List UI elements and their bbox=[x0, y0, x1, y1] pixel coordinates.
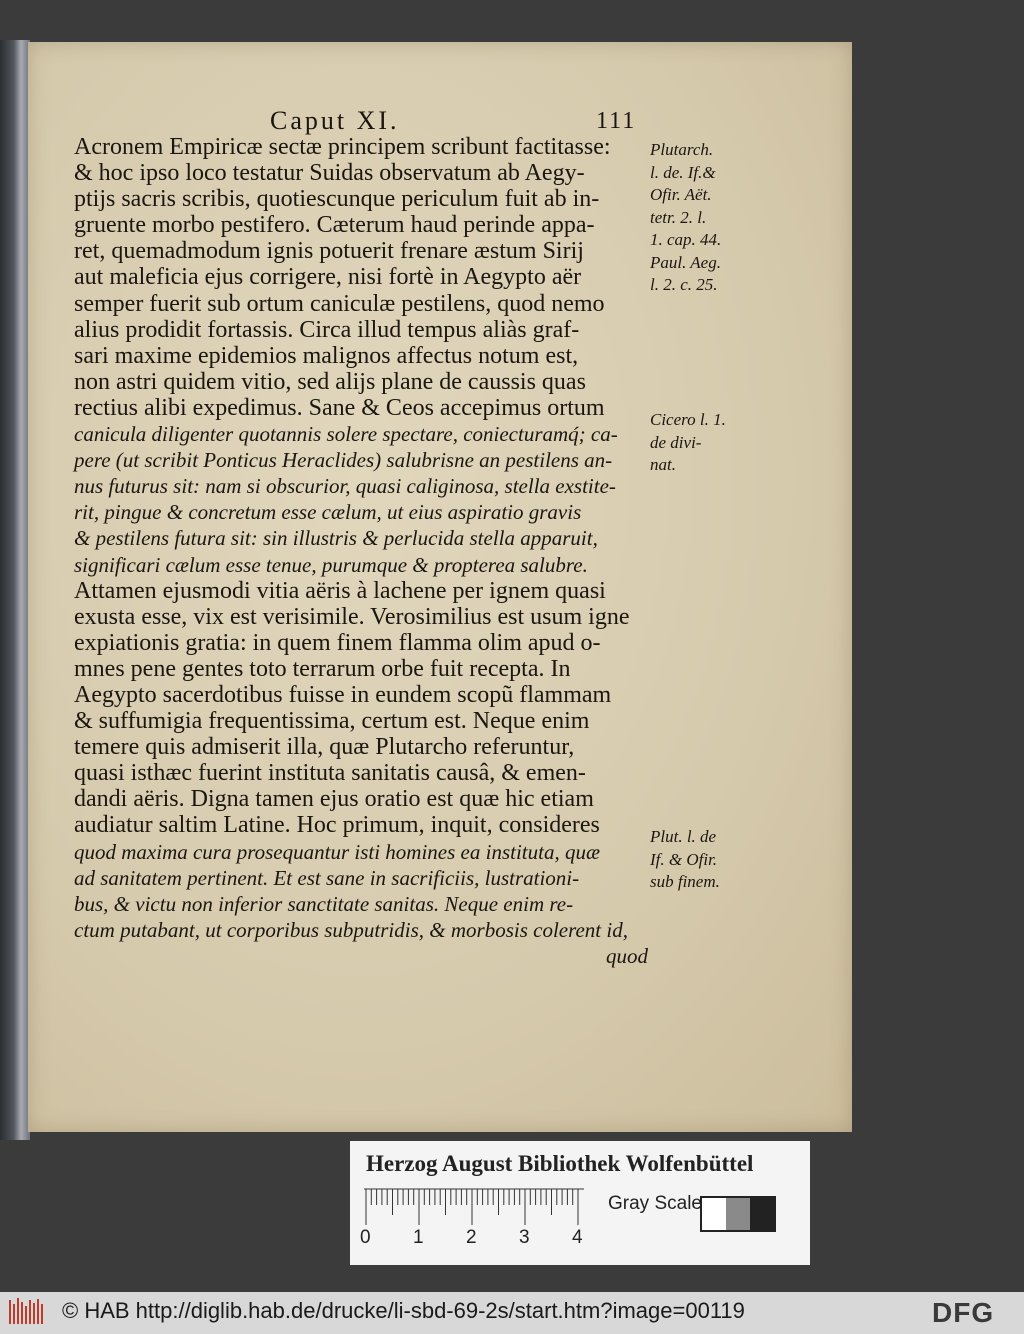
ruler-number: 3 bbox=[519, 1227, 530, 1248]
ruler-number: 2 bbox=[466, 1227, 477, 1248]
ruler-number: 1 bbox=[413, 1227, 424, 1248]
text-line: rectius alibi expedimus. Sane & Ceos accepimus ortum bbox=[74, 394, 605, 421]
gray-swatch bbox=[702, 1198, 726, 1230]
text-line: sari maxime epidemios malignos affectus notum est, bbox=[74, 342, 579, 369]
margin-note-line: Plutarch. bbox=[650, 140, 714, 159]
library-label-card bbox=[350, 1141, 810, 1265]
text-line: Attamen ejusmodi vitia aëris à lachene per ignem quasi bbox=[74, 577, 606, 604]
margin-note-line: Plut. l. de bbox=[650, 827, 717, 846]
body-text bbox=[74, 134, 648, 969]
gray-scale-swatches bbox=[700, 1196, 776, 1232]
text-line: pere (ut scribit Ponticus Heraclides) salubrisne an pestilens an- bbox=[74, 448, 613, 473]
margin-note-cicero bbox=[650, 409, 770, 477]
margin-note-line: l. 2. c. 25. bbox=[650, 275, 718, 294]
library-name: Herzog August Bibliothek Wolfenbüttel bbox=[366, 1151, 754, 1176]
text-line: ptijs sacris scribis, quotiescunque periculum fuit ab in- bbox=[74, 186, 600, 213]
ruler-number: 0 bbox=[360, 1227, 371, 1248]
margin-note-line: If. & Ofir. bbox=[650, 849, 718, 869]
text-line: expiationis gratia: in quem finem flamma olim apud o- bbox=[74, 629, 601, 656]
text-line: rit, pingue & concretum esse cælum, ut eius aspiratio gravis bbox=[74, 500, 582, 525]
gray-swatch bbox=[726, 1198, 750, 1230]
text-line: aut maleficia ejus corrigere, nisi fortè in Aegypto aër bbox=[74, 264, 582, 291]
ruler-numbers bbox=[360, 1227, 620, 1251]
text-line: audiatur saltim Latine. Hoc primum, inquit, consideres bbox=[74, 812, 600, 839]
footer-copyright-url[interactable]: © HAB http://diglib.hab.de/drucke/li-sbd-69-2s/start.htm?image=00119 bbox=[62, 1298, 745, 1323]
text-line: nus futurus sit: nam si obscurior, quasi caliginosa, stella exstite- bbox=[74, 474, 616, 499]
running-head: Caput XI. bbox=[270, 106, 400, 135]
margin-note-plutarch bbox=[650, 139, 770, 297]
text-line: & pestilens futura sit: sin illustris & perlucida stella apparuit, bbox=[74, 526, 598, 551]
text-line: non astri quidem vitio, sed alijs plane de caussis quas bbox=[74, 368, 586, 395]
dfg-logo: DFG bbox=[932, 1297, 995, 1328]
margin-note-plut bbox=[650, 826, 770, 894]
footer-bar bbox=[0, 1292, 1024, 1334]
text-line: Acronem Empiricæ sectæ principem scribunt factitasse: bbox=[74, 134, 611, 160]
margin-note-line: de divi- bbox=[650, 432, 702, 452]
ruler-number: 4 bbox=[572, 1227, 583, 1248]
text-line: quod maxima cura prosequantur isti homines ea instituta, quæ bbox=[74, 839, 600, 864]
text-line: semper fuerit sub ortum caniculæ pestilens, quod nemo bbox=[74, 290, 605, 317]
text-line: mnes pene gentes toto terrarum orbe fuit recepta. In bbox=[74, 655, 571, 682]
margin-note-line: Ofir. Aët. bbox=[650, 185, 712, 204]
text-line: bus, & victu non inferior sanctitate sanitas. Neque enim re- bbox=[74, 891, 574, 916]
text-line: dandi aëris. Digna tamen ejus oratio est quæ hic etiam bbox=[74, 786, 594, 813]
text-line: ctum putabant, ut corporibus subputridis, & morbosis colerent id, bbox=[74, 917, 628, 942]
catchword: quod bbox=[606, 943, 648, 968]
text-line: & hoc ipso loco testatur Suidas observatum ab Aegy- bbox=[74, 160, 585, 187]
margin-note-line: 1. cap. 44. bbox=[650, 230, 722, 249]
margin-note-line: nat. bbox=[650, 455, 676, 474]
text-line: & suffumigia frequentissima, certum est. Neque enim bbox=[74, 708, 590, 735]
hab-barcode-logo-icon bbox=[8, 1298, 44, 1326]
text-line: alius prodidit fortassis. Circa illud tempus aliàs graf- bbox=[74, 316, 580, 343]
gray-swatch bbox=[750, 1198, 774, 1230]
gray-scale-label: Gray Scale bbox=[608, 1193, 702, 1214]
text-line: Aegypto sacerdotibus fuisse in eundem scopũ flammam bbox=[74, 681, 612, 708]
text-line: temere quis admiserit illa, quæ Plutarcho referuntur, bbox=[74, 734, 575, 761]
text-line: canicula diligenter quotannis solere spectare, coniecturamq́; ca- bbox=[74, 422, 618, 447]
margin-note-line: sub finem. bbox=[650, 872, 720, 891]
text-line: significari cælum esse tenue, purumque & propterea salubre. bbox=[74, 552, 588, 577]
page-number: 111 bbox=[596, 108, 637, 134]
book-edge bbox=[0, 40, 30, 1140]
text-line: gruente morbo pestifero. Cæterum haud perinde appa- bbox=[74, 212, 595, 239]
text-line: ad sanitatem pertinent. Et est sane in sacrificiis, lustrationi- bbox=[74, 865, 580, 890]
margin-note-line: l. de. If.& bbox=[650, 162, 716, 182]
margin-note-line: tetr. 2. l. bbox=[650, 207, 707, 227]
text-line: exusta esse, vix est verisimile. Verosimilius est usum igne bbox=[74, 603, 630, 630]
ruler-icon bbox=[364, 1187, 584, 1227]
margin-note-line: Paul. Aeg. bbox=[650, 252, 721, 272]
margin-note-line: Cicero l. 1. bbox=[650, 410, 726, 429]
text-line: quasi isthæc fuerint instituta sanitatis causâ, & emen- bbox=[74, 760, 586, 787]
text-line: ret, quemadmodum ignis potuerit frenare æstum Sirij bbox=[74, 238, 584, 265]
